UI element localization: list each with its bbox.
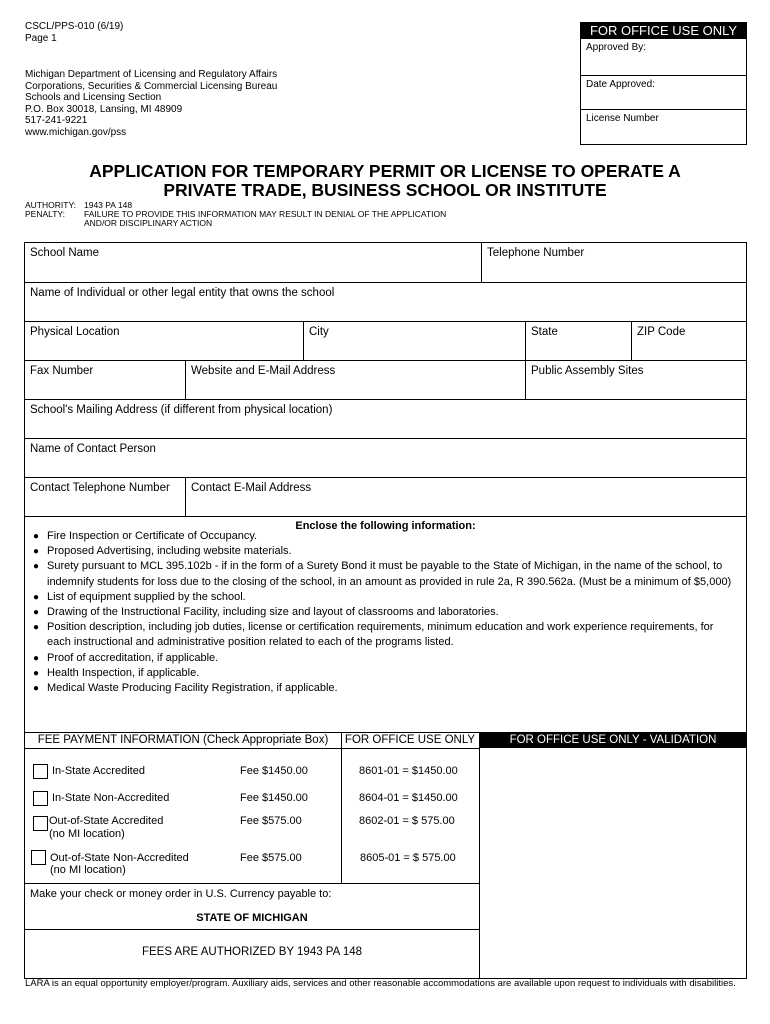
agency-line: Michigan Department of Licensing and Regulatory Affairs [25, 69, 278, 80]
office-use-title: FOR OFFICE USE ONLY [581, 23, 746, 39]
fee-amount: Fee $1450.00 [240, 765, 308, 777]
fax-row [25, 360, 746, 400]
state-field[interactable] [525, 322, 632, 361]
checkbox[interactable] [33, 816, 48, 831]
school-name-label: School Name [30, 247, 100, 259]
fee-column-divider [341, 748, 342, 883]
assembly-sites-field[interactable] [525, 361, 746, 400]
website-field[interactable] [185, 361, 526, 400]
page-subtitle: PRIVATE TRADE, BUSINESS SCHOOL OR INSTITUTE [163, 180, 607, 200]
page-number: Page 1 [25, 33, 57, 44]
fee-code: 8604-01 = $1450.00 [359, 792, 458, 804]
assembly-sites-label: Public Assembly Sites [531, 365, 644, 377]
contact-email-label: Contact E-Mail Address [191, 482, 312, 494]
fee-payment-header: FEE PAYMENT INFORMATION (Check Appropriate Box) [25, 733, 342, 749]
fee-code: 8602-01 = $ 575.00 [359, 815, 455, 827]
validation-area[interactable] [480, 748, 746, 979]
location-row [25, 321, 746, 361]
fee-option-sublabel: (no MI location) [50, 864, 126, 876]
fee-option-label: In-State Accredited [52, 765, 145, 777]
enclose-title: Enclose the following information: [295, 520, 476, 532]
penalty-text-cont: AND/OR DISCIPLINARY ACTION [84, 218, 213, 228]
divider [25, 883, 479, 884]
agency-line: 517-241-9221 [25, 115, 88, 126]
license-number-field[interactable] [581, 109, 746, 144]
school-name-row [25, 243, 746, 282]
license-number-label: License Number [586, 113, 659, 124]
authority-value: 1943 PA 148 [84, 200, 133, 210]
checkbox[interactable] [33, 764, 48, 779]
list-item: ● Surety pursuant to MCL 395.102b - if in the form of a Surety Bond it must be payable to the State of Michigan, in the name of the school, to indemnify students for loss due to the closing of the school, in an amount as provided in rule 2a, R 390.562a. (Must be a minimum of $5,000) [33, 559, 738, 589]
list-item: ● Fire Inspection or Certificate of Occupancy. [33, 529, 738, 544]
fee-code: 8601-01 = $1450.00 [359, 765, 458, 777]
agency-address [25, 69, 277, 138]
telephone-label: Telephone Number [487, 247, 585, 259]
contact-email-field[interactable] [185, 478, 746, 517]
approved-by-field[interactable] [581, 39, 746, 75]
fee-office-header: FOR OFFICE USE ONLY [341, 733, 479, 749]
agency-line: P.O. Box 30018, Lansing, MI 48909 [25, 103, 183, 115]
list-item: ● Health Inspection, if applicable. [33, 666, 738, 681]
list-item: ● Medical Waste Producing Facility Registration, if applicable. [33, 681, 738, 696]
website-label: Website and E-Mail Address [191, 365, 336, 377]
date-approved-field[interactable] [581, 75, 746, 112]
telephone-field[interactable] [481, 243, 746, 282]
contact-phone-label: Contact Telephone Number [30, 482, 170, 494]
physical-location-field[interactable] [25, 322, 303, 361]
enclose-list [33, 529, 738, 696]
application-form [24, 242, 747, 979]
list-item: ● Proof of accreditation, if applicable. [33, 651, 738, 666]
school-name-field[interactable] [25, 243, 481, 282]
date-approved-label: Date Approved: [586, 79, 655, 90]
fees-authorized: FEES ARE AUTHORIZED BY 1943 PA 148 [141, 946, 363, 958]
zip-field[interactable] [631, 322, 746, 361]
city-label: City [309, 326, 329, 338]
fee-option-label: In-State Non-Accredited [52, 792, 170, 804]
form-id: CSCL/PPS-010 (6/19) [25, 21, 124, 32]
payable-instruction: Make your check or money order in U.S. Currency payable to: [30, 888, 332, 900]
penalty-label: PENALTY: [25, 209, 65, 219]
state-label: State [531, 326, 558, 338]
mailing-address-field[interactable] [25, 399, 746, 439]
fee-code: 8605-01 = $ 575.00 [360, 852, 456, 864]
city-field[interactable] [303, 322, 526, 361]
fee-amount: Fee $1450.00 [240, 792, 308, 804]
contact-person-field[interactable] [25, 438, 746, 478]
mailing-address-label: School's Mailing Address (if different from physical location) [30, 404, 333, 416]
penalty-text: FAILURE TO PROVIDE THIS INFORMATION MAY RESULT IN DENIAL OF THE APPLICATION [84, 209, 447, 219]
contact-row [25, 477, 746, 517]
page-title: APPLICATION FOR TEMPORARY PERMIT OR LICENSE TO OPERATE A [89, 161, 681, 181]
fee-amount: Fee $575.00 [240, 815, 302, 827]
contact-person-label: Name of Contact Person [30, 443, 156, 455]
fax-field[interactable] [25, 361, 185, 400]
office-use-box [580, 22, 747, 145]
authority-label: AUTHORITY: [25, 200, 77, 210]
agency-line: Corporations, Securities & Commercial Licensing Bureau [25, 80, 278, 92]
divider [25, 929, 479, 930]
payee-name: STATE OF MICHIGAN [196, 912, 308, 924]
contact-phone-field[interactable] [25, 478, 185, 517]
zip-label: ZIP Code [637, 326, 686, 338]
owner-label: Name of Individual or other legal entity that owns the school [30, 287, 335, 299]
physical-location-label: Physical Location [30, 326, 120, 338]
checkbox[interactable] [31, 850, 46, 865]
checkbox[interactable] [33, 791, 48, 806]
fee-amount: Fee $575.00 [240, 852, 302, 864]
fee-section [25, 732, 746, 979]
list-item: ● Position description, including job duties, license or certification requirements, minimum education and work experience requirements, for each instructional and administrative position related to each of the programs listed. [33, 620, 738, 650]
footer-notice: LARA is an equal opportunity employer/program. Auxiliary aids, services and other reasonable accommodations are available upon request to individuals with disabilities. [25, 978, 736, 989]
list-item: ● Proposed Advertising, including website materials. [33, 544, 738, 559]
fax-label: Fax Number [30, 365, 94, 377]
owner-field[interactable] [25, 282, 746, 322]
fee-option-sublabel: (no MI location) [49, 828, 125, 840]
list-item: ● List of equipment supplied by the school. [33, 590, 738, 605]
fee-option-label: Out-of-State Non-Accredited [50, 852, 189, 864]
approved-by-label: Approved By: [586, 42, 647, 53]
list-item: ● Drawing of the Instructional Facility, including size and layout of classrooms and laboratories. [33, 605, 738, 620]
agency-line: Schools and Licensing Section [25, 92, 162, 103]
agency-line: www.michigan.gov/pss [25, 126, 127, 138]
validation-header: FOR OFFICE USE ONLY - VALIDATION [480, 733, 746, 748]
fee-option-label: Out-of-State Accredited [49, 815, 164, 827]
